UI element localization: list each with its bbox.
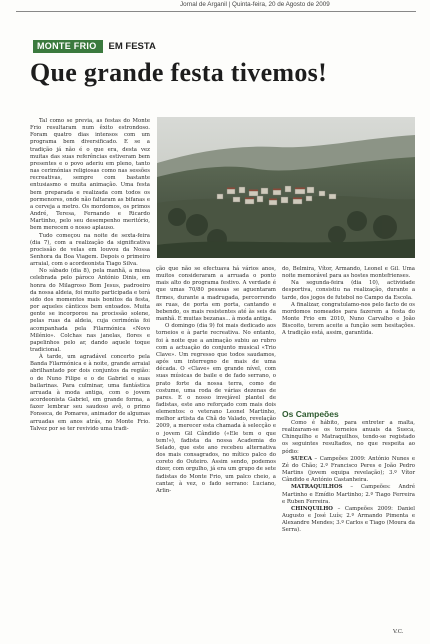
article-column-1 (30, 118, 150, 638)
article-column-2 (156, 266, 276, 636)
results-label: SUECA (291, 455, 312, 462)
paragraph: Como é hábito, para entreter a malta, realizaram-se os torneios anuais da Sueca, Chinquilho e Matraquilhos, tendo-se registado os seguintes resultados, no que respeita ao pódio: (282, 420, 415, 455)
header-text: Jornal de Arganil | Quinta-feira, 20 de Agosto de 2009 (180, 1, 330, 8)
paragraph: Tal como se previa, as festas do Monte Frio resultaram num êxito estrondoso. Foram quatro dias intensos com um programa bem diversificado. E se a tradição já não é o que era, desta vez muitas das suas referências estiveram bem presentes e o povo aderiu em pleno, tanto nas cerimónias religiosas como nas sessões recreativas, sempre com bastante entusiasmo e muita animação. Uma festa bem preparada e realizada com todos os pormenores, onde não faltaram as bifanas e a cerveja a metro. Os mordomos, os primos André, Teresa, Fernando e Ricardo Martinho, pelo seu desempenho meritório, bem merecem o nosso aplauso. (30, 118, 150, 232)
paragraph: No sábado (dia 8), pela manhã, a missa celebrada pelo pároco António Dinis, em honra do Milagroso Bom Jesus, padroeiro da nossa aldeia, foi muito participada e terá sido dos momentos mais bonitos da festa, por aqueles cânticos bem entoados. Muita gente se incorporou na procissão solene, pelas ruas da aldeia, cuja cerimónia foi acompanhada pela Filarmónica «Novo Milénio». Colchas nas janelas, flores e papelinhos pelo ar, dando aquele toque tradicional. (30, 268, 150, 353)
paragraph: O domingo (dia 9) foi mais dedicado aos torneios e à parte recreativa. No entanto, foi à noite que a animação subiu ao rubro com a actuação do conjunto musical «Trio Clave». Um regresso que todos saudamos, após um interregno de mais de uma década. O «Clave» em grande nível, com suas músicas de baile e de fado serrano, o prato forte da nossa terra, como de costume, uma roda de várias dezenas de pares. E o nosso invejável plantel de fadistas, este ano reforçado com mais dois elementos: o veterano Leonel Martinho, melhor artista da Chã do Valado, revelação 2009, a merecer esta chamada à selecção e o jovem Gil Cândido («Ele tem o que tem!»), fadista da nossa Academia do Selado, que este ano recebeu alternativa dos mais consagrados, no mítico palco do coreto do Outeiro. Assim sendo, podemos dizer, com orgulho, já era um grupo de sete fadistas do Monte Frio, um palco cheio, a cantar, à vez, o fado serrano: Luciano, Arlin- (156, 323, 276, 494)
champions-column (282, 420, 415, 602)
section-kicker (33, 40, 156, 53)
paragraph: do, Belmira, Vítor, Armando, Leonel e Gil. Uma noite memorável para as hostes montefrienses. (282, 266, 415, 280)
kicker-tag: MONTE FRIO (33, 40, 103, 53)
section-title: Os Campeões (282, 409, 339, 419)
results-chinquilho (282, 506, 415, 535)
paragraph: Tudo começou na noite de sexta-feira (dia 7), com a realização da significativa procissão de velas em louvou da Nossa Senhora da Boa Viagem. Depois o primeiro arraial, com o acordeonista Tiago Silva. (30, 232, 150, 268)
header-rule (16, 11, 416, 12)
article-column-3 (282, 266, 415, 396)
results-matraquilhos (282, 484, 415, 505)
paragraph: À tarde, um agradável concerto pela Banda Filarmónica e à noite, grande arraial abrilhantado por dois conjuntos da região: o de Nuno Filipe e o de Gabriel e suas bailarinas. Para culminar, uma fantástica arruada à moda antiga, com o jovem acordeonista Gabriel, em grande forma, a fazer lembrar seu saudoso avô, o primo Fonseca, de Pomares, animador de algumas arruadas em anos atrás, no Monte Frio. Talvez por se ter revivido uma tradi- (30, 354, 150, 432)
page-header (0, 0, 430, 12)
village-photo (157, 117, 415, 258)
results-text: – Campeões: André Martinho e Emídio Martinho; 2.º Tiago Ferreira e Ruben Ferreira. (282, 484, 415, 505)
results-label: MATRAQUILHOS (291, 484, 343, 491)
results-text: – Campeões 2009: Daniel Augusto e José Luís; 2.º Armando Pimenta e Alexandre Mendes; 3.º Carlos e Tiago (Moura da Serra). (282, 505, 415, 534)
paragraph: Na segunda-feira (dia 10), actividade desportiva, consistiu na realização, durante a tarde, dos jogos de futebol no Campo da Escola. (282, 280, 415, 301)
results-text: – Campeões 2009: António Nunes e Zé do Chão; 2.º Francisco Peres e João Pedro Martins (jovem equipa revelação); 3.º Vítor Cândido e António Castanheira. (282, 455, 415, 484)
paragraph: ção que não se efectuava há vários anos, muitos consideraram a arruada o ponto mais alto do programa festivo. A verdade é que umas 70/80 pessoas se aguentaram firmes, durante a madrugada, percorrendo as ruas, de porta em porta, cantando e bebendo, os mais resistentes até às seis da manhã. E muitas bezanas... à moda antiga. (156, 266, 276, 323)
results-label: CHINQUILHO (291, 505, 333, 512)
article-headline: Que grande festa tivemos! (30, 58, 328, 87)
results-sueca (282, 456, 415, 485)
kicker-label: EM FESTA (108, 41, 156, 52)
author-signature: V.C. (393, 629, 404, 635)
paragraph: A finalizar, congratulamo-nos pelo facto de os mordomos nomeados para fazerem a festa do Monte Frio em 2010, Nuno Carvalho e João Biscoito, terem aceite a função sem hesitações. A tradição está, assim, garantida. (282, 301, 415, 337)
